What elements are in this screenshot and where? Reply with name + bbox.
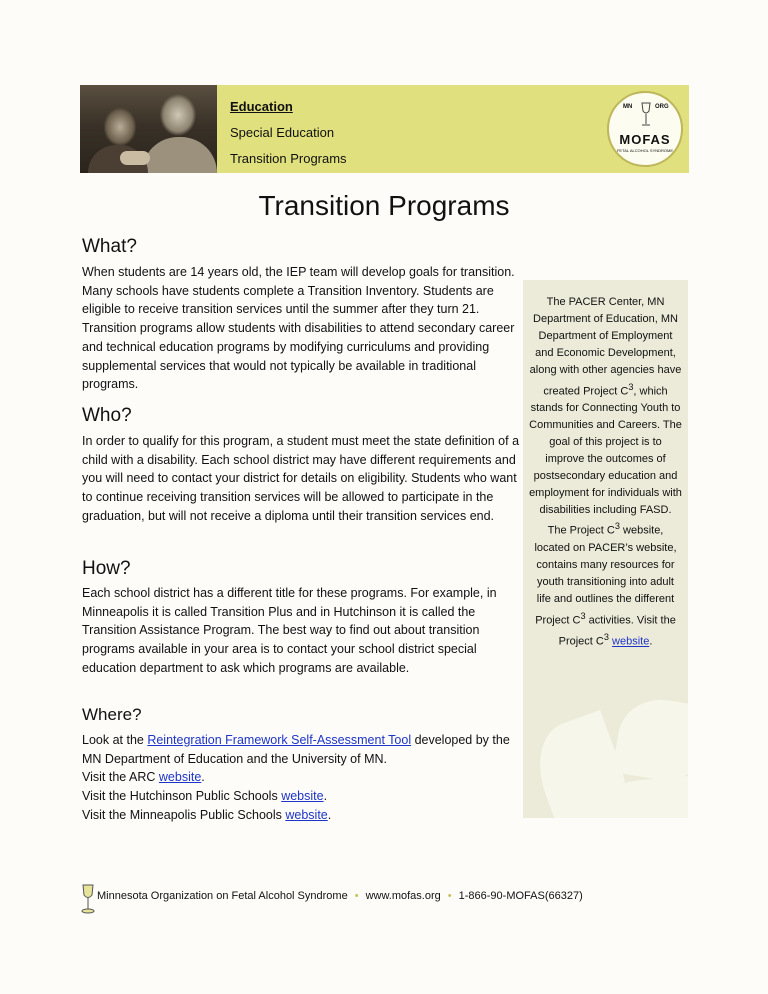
- photo-hand: [120, 151, 150, 165]
- nav-transition-programs: Transition Programs: [230, 151, 347, 166]
- paragraph-where: [82, 731, 522, 825]
- header-banner: [80, 85, 689, 173]
- period: .: [649, 635, 653, 648]
- logo-name: MOFAS: [619, 132, 671, 147]
- paragraph-how: Each school district has a different title for these programs. For example, in Minneapolis it is called Transition Plus and in Hutchinson it is called the Transition Assistance Program. The best way to find out about transition programs available in your area is to contact your school district special education department to ask which programs are available.: [82, 586, 497, 675]
- superscript-3: 3: [580, 610, 586, 621]
- where-text-arc: Visit the ARC: [82, 770, 159, 785]
- logo-mn: MN: [623, 104, 633, 110]
- superscript-3: 3: [628, 381, 634, 392]
- footer-org-name: Minnesota Organization on Fetal Alcohol Syndrome: [97, 890, 348, 902]
- period: .: [327, 807, 332, 822]
- logo-org: ORG: [655, 104, 669, 110]
- where-text-minneapolis: Visit the Minneapolis Public Schools: [82, 807, 286, 822]
- sidebar-text-part3: website, located on PACER’s website, contains many resources for youth transitioning into adult life and outlines the different Project C: [534, 525, 677, 627]
- minneapolis-website-link[interactable]: website: [285, 807, 328, 822]
- footer-url[interactable]: www.mofas.org: [365, 890, 441, 902]
- leaf-decoration: [612, 693, 688, 787]
- where-text-hutchinson: Visit the Hutchinson Public Schools: [82, 789, 282, 804]
- heading-how: How?: [82, 558, 131, 579]
- page-title: Transition Programs: [258, 190, 510, 221]
- sidebar-callout: [523, 280, 688, 818]
- mofas-logo: [607, 91, 683, 167]
- period: .: [323, 789, 328, 804]
- footer-text: [97, 890, 583, 902]
- project-c3-website-link[interactable]: website: [612, 635, 650, 648]
- where-line-hutchinson: [82, 787, 522, 806]
- paragraph-what: When students are 14 years old, the IEP team will develop goals for transition. Many schools have students complete a Transition Inventory. Students are eligible to receive transition services until the summer after they turn 21. Transition programs allow students with disabilities to attend secondary career and technical education programs by modifying curriculums and providing supplemental services that would not typically be available in traditional programs.: [82, 265, 515, 392]
- logo-subtitle: FETAL ALCOHOL SYNDROME: [616, 148, 674, 153]
- superscript-3: 3: [603, 632, 609, 643]
- nav-education-link[interactable]: Education: [230, 99, 293, 114]
- sidebar-text-part1: The PACER Center, MN Department of Education, MN Department of Employment and Economic Development, along with other agencies have created Project C: [529, 296, 682, 398]
- wine-glass-icon: [641, 102, 651, 128]
- wine-glass-icon: [80, 884, 96, 914]
- where-line-reintegration: [82, 731, 522, 768]
- footer-phone: 1-866-90-MOFAS(66327): [458, 890, 583, 902]
- where-text-look: Look at the: [82, 733, 148, 747]
- breadcrumb: [230, 94, 347, 172]
- nav-special-education: Special Education: [230, 125, 335, 140]
- where-line-arc: [82, 768, 522, 787]
- reintegration-tool-link[interactable]: Reintegration Framework Self-Assessment Tool: [147, 733, 412, 747]
- hutchinson-website-link[interactable]: website: [281, 789, 324, 804]
- heading-what: What?: [82, 236, 137, 257]
- heading-where: Where?: [82, 705, 142, 724]
- where-line-minneapolis: [82, 806, 522, 825]
- sidebar-text-part2: , which stands for Connecting Youth to Communities and Careers. The goal of this project is to improve the outcomes of postsecondary education and employment for individuals with disabilities including FASD. The Project C: [529, 385, 682, 538]
- sidebar-text-part4: activities. Visit the Project C: [558, 614, 676, 648]
- superscript-3: 3: [614, 521, 620, 532]
- footer: [80, 884, 640, 914]
- header-photo: [80, 85, 217, 173]
- sidebar-text: [529, 294, 682, 651]
- arc-website-link[interactable]: website: [158, 770, 202, 785]
- where-text-developed: developed by the MN Department of Education and the University of MN.: [82, 733, 510, 766]
- footer-bullet: •: [354, 890, 359, 902]
- period: .: [201, 770, 205, 785]
- footer-bullet: •: [447, 890, 452, 902]
- heading-who: Who?: [82, 405, 132, 426]
- paragraph-who: In order to qualify for this program, a student must meet the state definition of a child with a disability. Each school district may have different requirements and you will need to contact your district for details on eligibility. Students who want to continue receiving transition services will be allowed to participate in the graduation, but will not receive a diploma until their transition services end.: [82, 434, 520, 523]
- photo-figure-adult: [142, 137, 217, 173]
